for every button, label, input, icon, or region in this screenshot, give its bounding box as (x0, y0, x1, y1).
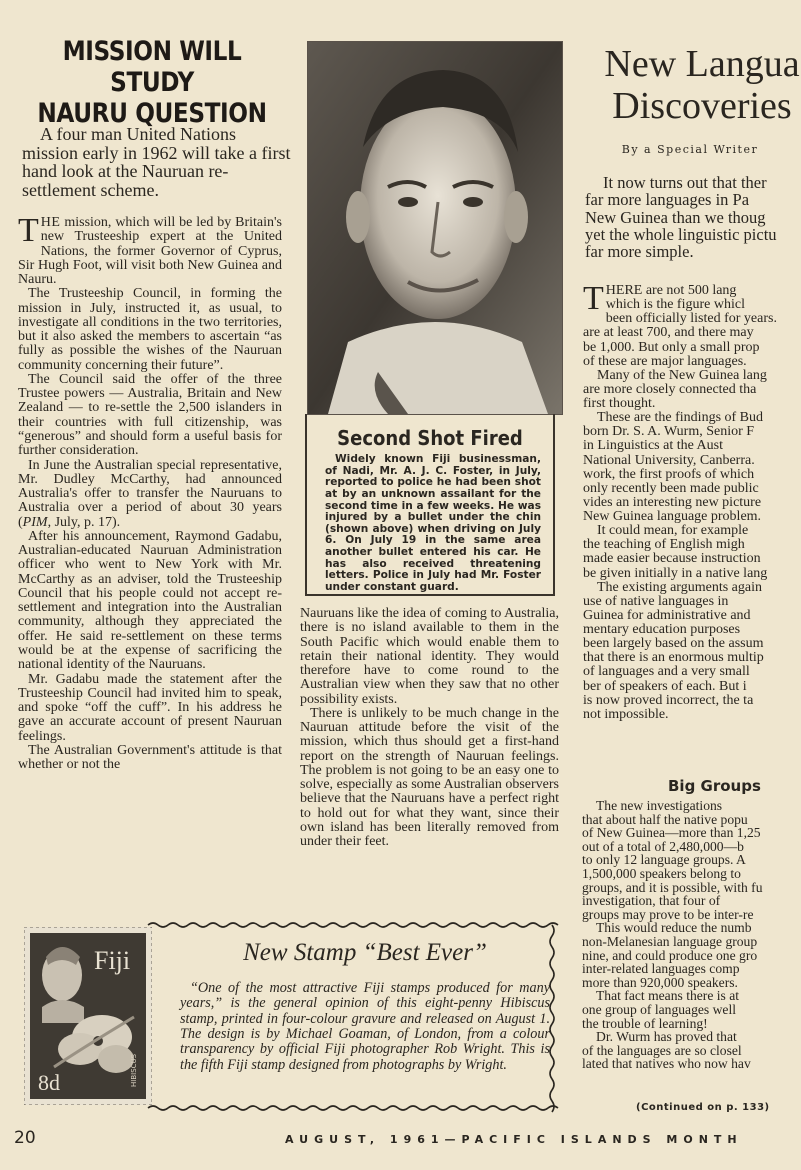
line-text: Dr. Wurm has proved that (596, 1029, 737, 1045)
text-line (583, 651, 801, 665)
paragraph: The Council said the offer of the three Trustee powers — Australia, Britain and New Zealand — to re-settle the 2,500 islanders in their countries with full citizenship, was “generous” and should form a useful basis for further consideration. (18, 371, 282, 459)
text-line (582, 976, 801, 990)
line-text: is now proved incorrect, the ta (583, 692, 754, 708)
stamp-feature-title: New Stamp “Best Ever” (243, 939, 487, 966)
line-text: more than 920,000 speakers. (582, 974, 738, 990)
line-text: of the languages are so closel (582, 1042, 742, 1058)
text-line (583, 694, 801, 708)
line-text: of New Guinea—more than 1,25 (582, 825, 761, 841)
language-body-2 (582, 799, 801, 1071)
text-line (582, 799, 801, 813)
text-line (583, 637, 801, 651)
intro-line: yet the whole linguistic pictu (585, 224, 777, 244)
text-line (583, 341, 801, 355)
headline-line-2: NAURU QUESTION (37, 98, 267, 130)
smallcaps-lead: HE (40, 216, 61, 230)
line-text: first thought. (583, 396, 656, 411)
line-text: the trouble of learning! (582, 1015, 708, 1031)
text-line (582, 840, 801, 854)
paragraph: The Trusteeship Council, in forming the mission in July, instructed it, as usual, to investigate all conditions in the two territories, but it also asked the members to ascertain “as fully as possible the wishes of the Nauruan community concerning their future”. (18, 286, 282, 373)
line-text: which is the figure whicl (605, 297, 745, 313)
stamp-value: 8d (38, 1070, 60, 1095)
text-line (583, 595, 801, 609)
stamp-side-label: HIBISCUS (130, 1053, 138, 1087)
line-text: 1,500,000 speakers belong to (582, 865, 741, 881)
drop-cap: T (18, 216, 39, 249)
line-text: use of native languages in (583, 593, 729, 609)
drop-cap: T (583, 280, 604, 317)
subhead-big-groups: Big Groups (668, 777, 761, 795)
line-text: groups may prove to be inter-re (582, 906, 754, 922)
line-text: are more closely connected tha (583, 381, 757, 397)
line-text: one group of languages well (582, 1001, 737, 1017)
line-text: nine, and could produce one gro (582, 947, 758, 963)
caption-title: Second Shot Fired (337, 426, 523, 450)
line-text: be given initially in a native lang (583, 565, 768, 581)
line-text: out of a total of 2,480,000—b (582, 838, 744, 854)
caption-text: Widely known Fiji businessman, of Nadi, Mr. A. J. C. Foster, in July, reported to police he had been shot at by an unknown assailant for the second time in a few weeks. He was injured by a bullet under the chin (shown above) when driving on July 6. On July 19 in the same area another bullet entered his car. He has also received threatening letters. Police in July had Mr. Foster under constant guard. (325, 453, 541, 594)
line-text: New Guinea language problem. (583, 509, 762, 524)
text-line (582, 935, 801, 949)
language-body-1 (583, 280, 801, 722)
paragraph: After his announcement, Raymond Gadabu, Australian-educated Nauruan Administration officer who went to New York with Mr. McCarthy as an adviser, told the Trusteeship Council that his people could not accept re-settlement and integration into the Australian community, although they appreciated the offer. He said re-settlement on these terms would be at the expense of sacrificing the national identity of the Nauruans. (18, 528, 282, 673)
photo-caption-box (305, 414, 555, 596)
line-text: of languages and a very small (583, 664, 750, 680)
text-line (583, 397, 801, 411)
paragraph-text: In June the Australian special representative, Mr. Dudley McCarthy, had announced Australia's offer to transfer the Nauruans to Australia over a period of about 30 years ( (18, 457, 282, 530)
line-text: in Linguistics at the Aust (583, 438, 723, 454)
text-line (582, 894, 801, 908)
stamp-country: Fiji (94, 946, 131, 975)
intro-line: far more languages in Pa (585, 190, 750, 210)
line-text: been largely based on the assum (583, 636, 764, 652)
mission-body-left (18, 216, 282, 906)
line-text: That fact means there is at (596, 988, 740, 1004)
foster-portrait-photo (307, 41, 563, 415)
intro-line: far more simple. (585, 242, 694, 262)
line-text: inter-related languages comp (582, 961, 740, 977)
text-line (582, 908, 801, 922)
text-line (583, 524, 801, 538)
line-text: be 1,000. But only a small prop (583, 339, 760, 355)
line-text: The new investigations (596, 798, 723, 813)
text-line (582, 826, 801, 840)
text-line (583, 355, 801, 369)
headline-line-1: MISSION WILL STUDY (62, 36, 242, 99)
line-text: non-Melanesian language group (582, 933, 758, 949)
text-line (583, 609, 801, 623)
byline: By a Special Writer (621, 143, 759, 156)
text-line (582, 1030, 801, 1044)
text-line (582, 813, 801, 827)
text-line (582, 1003, 801, 1017)
line-text: HERE are not 500 lang (605, 283, 737, 298)
text-line (583, 552, 801, 566)
intro-line: New Guinea than we thoug (585, 207, 766, 227)
text-line (583, 383, 801, 397)
line-text: not impossible. (583, 706, 669, 722)
stamp-feature-text: “One of the most attractive Fiji stamps produced for many years,” is the general opinion of this eight-penny Hibiscus stamp, printed in four-colour gravure and released on August 1. The design is by Michael Goaman, of London, from a colour transparency by official Fiji photographer Rob Wright. This is the fifth Fiji stamp designed from photographs by Wright. (180, 980, 550, 1073)
running-footer: AUGUST, 1961—PACIFIC ISLANDS MONTH (285, 1133, 743, 1146)
language-intro (585, 174, 801, 261)
paragraph-text: , July, p. 17). (47, 514, 121, 530)
paragraph-text: mission, which will be led by Britain's new Trusteeship expert at the United Nations, the former Governor of Cyprus, Sir Hugh Foot, will visit both New Guinea and Nauru. (18, 216, 282, 288)
line-text: These are the findings of Bud (597, 410, 764, 426)
mission-body-middle (300, 607, 559, 907)
text-line (583, 298, 801, 312)
paragraph (18, 459, 282, 530)
text-line (583, 482, 801, 496)
text-line (582, 921, 801, 935)
text-line (583, 468, 801, 482)
line-text: to only 12 language groups. A (582, 852, 746, 868)
line-text: been officially listed for years. (605, 311, 777, 327)
text-line (583, 538, 801, 552)
paragraph (18, 216, 282, 287)
text-line (583, 411, 801, 425)
text-line (583, 369, 801, 383)
text-line (583, 439, 801, 453)
portrait-illustration (308, 42, 562, 414)
line-text: ber of speakers of each. But i (583, 678, 747, 694)
text-line (582, 989, 801, 1003)
text-line (583, 708, 801, 722)
line-text: that about half the native popu (582, 811, 748, 827)
text-line (582, 962, 801, 976)
text-line (583, 567, 801, 581)
paragraph: Mr. Gadabu made the statement after the Trusteeship Council had invited him to speak, and spoke “off the cuff”. In his address he gave an accurate account of present Nauruan feelings. (18, 671, 282, 744)
line-text: of these are major languages. (583, 353, 747, 369)
text-line (583, 454, 801, 468)
fiji-stamp-image (24, 927, 152, 1105)
text-line (583, 665, 801, 679)
pim-reference: PIM (22, 514, 48, 530)
text-line (582, 867, 801, 881)
paragraph: There is unlikely to be much change in the Nauruan attitude before the visit of the mission, which thus should get a first-hand report on the strength of Nauruan feelings. The problem is not going to be an easy one to solve, especially as some Australian observers believe that the Nauruans have a perfect right to hold out for what they want, since their own island has been literally removed from under their feet. (300, 705, 559, 850)
line-text: work, the first proofs of which (583, 466, 755, 482)
line-text: National University, Canberra. (583, 452, 755, 468)
line-text: investigation, that four of (582, 893, 721, 909)
text-line (583, 510, 801, 524)
intro-line: It now turns out that ther (603, 173, 767, 192)
line-text: The existing arguments again (597, 579, 762, 595)
text-line (583, 623, 801, 637)
line-text: only recently been made public (583, 480, 759, 496)
language-headline (592, 44, 801, 128)
text-line (583, 425, 801, 439)
line-text: This would reduce the numb (596, 920, 752, 936)
text-line (583, 680, 801, 694)
text-line (583, 312, 801, 326)
line-text: vides an interesting new picture (583, 494, 762, 510)
line-text: born Dr. S. A. Wurm, Senior F (583, 424, 755, 440)
paragraph: Nauruans like the idea of coming to Australia, there is no island available to them in the South Pacific which would enable them to retain their national identity. They would therefore have to come round to the Australian view when they saw that no other possibility exists. (300, 607, 559, 707)
line-text: groups, and it is possible, with fu (582, 879, 763, 895)
line-text: Many of the New Guinea lang (597, 367, 767, 383)
line-text: lated that natives who now hav (582, 1056, 751, 1072)
text-line (582, 1044, 801, 1058)
line-text: that there is an enormous multip (583, 650, 764, 666)
page-number: 20 (14, 1128, 36, 1148)
hibiscus-stamp-icon (24, 927, 152, 1105)
text-line (583, 496, 801, 510)
line-text: mentary education purposes (583, 622, 741, 637)
line-text: made easier because instruction (583, 551, 761, 567)
continued-note: (Continued on p. 133) (636, 1102, 770, 1113)
line-text: are at least 700, and there may (583, 325, 754, 341)
line-text: Guinea for administrative and (583, 607, 751, 623)
text-line (583, 581, 801, 595)
line-text: the teaching of English migh (583, 537, 745, 553)
language-headline-line-2: Discoveries (612, 84, 792, 127)
text-line (583, 326, 801, 340)
text-line (582, 1017, 801, 1031)
mission-intro: A four man United Nations mission early in 1962 will take a first hand look at the Nauruan re-settlement scheme. (22, 124, 291, 200)
paragraph: The Australian Government's attitude is that whether or not the (18, 742, 282, 773)
text-line (582, 881, 801, 895)
line-text: It could mean, for example (597, 523, 749, 539)
mission-headline (33, 36, 270, 129)
text-line (582, 1057, 801, 1071)
text-line (582, 853, 801, 867)
language-headline-line-1: New Langua (604, 43, 800, 85)
text-line (582, 949, 801, 963)
stamp-feature-box (20, 917, 560, 1115)
